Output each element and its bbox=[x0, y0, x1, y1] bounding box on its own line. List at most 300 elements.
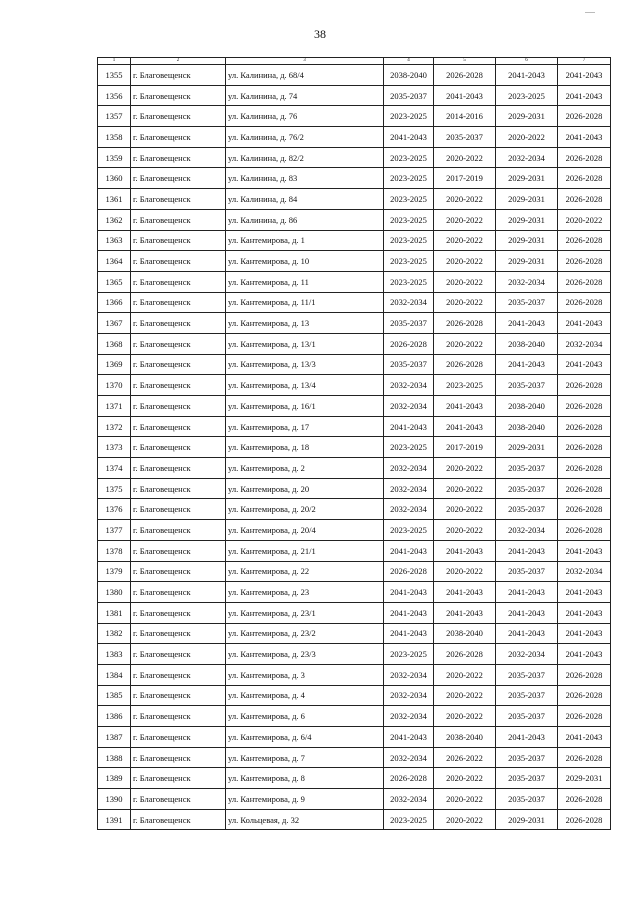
period-cell: 2041-2043 bbox=[558, 644, 611, 665]
table-row bbox=[98, 147, 611, 168]
row-number-cell: 1390 bbox=[98, 789, 131, 810]
table-row bbox=[98, 706, 611, 727]
row-number-cell: 1366 bbox=[98, 292, 131, 313]
table-row bbox=[98, 727, 611, 748]
period-cell: 2041-2043 bbox=[558, 127, 611, 148]
column-number-5: 5 bbox=[434, 58, 496, 65]
column-number-row bbox=[98, 58, 611, 65]
row-number-cell: 1382 bbox=[98, 623, 131, 644]
row-number-cell: 1386 bbox=[98, 706, 131, 727]
period-cell: 2041-2043 bbox=[558, 727, 611, 748]
city-cell: г. Благовещенск bbox=[131, 189, 226, 210]
table-row bbox=[98, 416, 611, 437]
period-cell: 2032-2034 bbox=[496, 271, 558, 292]
city-cell: г. Благовещенск bbox=[131, 333, 226, 354]
address-cell: ул. Кантемирова, д. 4 bbox=[226, 685, 384, 706]
city-cell: г. Благовещенск bbox=[131, 623, 226, 644]
table-row bbox=[98, 251, 611, 272]
period-cell: 2035-2037 bbox=[384, 85, 434, 106]
period-cell: 2026-2028 bbox=[558, 396, 611, 417]
period-cell: 2023-2025 bbox=[384, 230, 434, 251]
period-cell: 2035-2037 bbox=[434, 127, 496, 148]
period-cell: 2029-2031 bbox=[496, 251, 558, 272]
city-cell: г. Благовещенск bbox=[131, 292, 226, 313]
city-cell: г. Благовещенск bbox=[131, 106, 226, 127]
period-cell: 2026-2028 bbox=[384, 768, 434, 789]
row-number-cell: 1383 bbox=[98, 644, 131, 665]
address-cell: ул. Кантемирова, д. 10 bbox=[226, 251, 384, 272]
period-cell: 2023-2025 bbox=[434, 375, 496, 396]
period-cell: 2032-2034 bbox=[496, 147, 558, 168]
city-cell: г. Благовещенск bbox=[131, 313, 226, 334]
period-cell: 2017-2019 bbox=[434, 437, 496, 458]
period-cell: 2020-2022 bbox=[434, 685, 496, 706]
city-cell: г. Благовещенск bbox=[131, 396, 226, 417]
period-cell: 2026-2028 bbox=[558, 458, 611, 479]
period-cell: 2026-2028 bbox=[434, 313, 496, 334]
period-cell: 2035-2037 bbox=[496, 664, 558, 685]
column-number-7: 7 bbox=[558, 58, 611, 65]
period-cell: 2026-2028 bbox=[558, 292, 611, 313]
period-cell: 2032-2034 bbox=[384, 789, 434, 810]
period-cell: 2029-2031 bbox=[496, 106, 558, 127]
address-cell: ул. Кантемирова, д. 3 bbox=[226, 664, 384, 685]
address-cell: ул. Калинина, д. 83 bbox=[226, 168, 384, 189]
address-cell: ул. Кантемирова, д. 22 bbox=[226, 561, 384, 582]
period-cell: 2020-2022 bbox=[434, 478, 496, 499]
period-cell: 2035-2037 bbox=[384, 313, 434, 334]
period-cell: 2026-2028 bbox=[558, 271, 611, 292]
period-cell: 2029-2031 bbox=[496, 189, 558, 210]
address-cell: ул. Кантемирова, д. 9 bbox=[226, 789, 384, 810]
period-cell: 2035-2037 bbox=[496, 458, 558, 479]
period-cell: 2020-2022 bbox=[434, 789, 496, 810]
period-cell: 2041-2043 bbox=[496, 65, 558, 86]
address-cell: ул. Калинина, д. 86 bbox=[226, 209, 384, 230]
period-cell: 2041-2043 bbox=[384, 602, 434, 623]
address-cell: ул. Кантемирова, д. 13/3 bbox=[226, 354, 384, 375]
address-cell: ул. Кантемирова, д. 8 bbox=[226, 768, 384, 789]
city-cell: г. Благовещенск bbox=[131, 540, 226, 561]
row-number-cell: 1371 bbox=[98, 396, 131, 417]
city-cell: г. Благовещенск bbox=[131, 582, 226, 603]
row-number-cell: 1372 bbox=[98, 416, 131, 437]
table-row bbox=[98, 106, 611, 127]
period-cell: 2041-2043 bbox=[434, 582, 496, 603]
period-cell: 2026-2028 bbox=[558, 789, 611, 810]
period-cell: 2026-2028 bbox=[384, 561, 434, 582]
period-cell: 2041-2043 bbox=[496, 313, 558, 334]
page-number: 38 bbox=[314, 27, 326, 41]
address-cell: ул. Кантемирова, д. 23/3 bbox=[226, 644, 384, 665]
period-cell: 2023-2025 bbox=[384, 809, 434, 830]
address-cell: ул. Кантемирова, д. 11 bbox=[226, 271, 384, 292]
table-row bbox=[98, 313, 611, 334]
period-cell: 2035-2037 bbox=[384, 354, 434, 375]
period-cell: 2026-2028 bbox=[558, 747, 611, 768]
period-cell: 2041-2043 bbox=[496, 354, 558, 375]
row-number-cell: 1378 bbox=[98, 540, 131, 561]
period-cell: 2038-2040 bbox=[496, 396, 558, 417]
column-number-3: 3 bbox=[226, 58, 384, 65]
city-cell: г. Благовещенск bbox=[131, 499, 226, 520]
address-cell: ул. Кантемирова, д. 13 bbox=[226, 313, 384, 334]
row-number-cell: 1391 bbox=[98, 809, 131, 830]
city-cell: г. Благовещенск bbox=[131, 416, 226, 437]
period-cell: 2029-2031 bbox=[496, 437, 558, 458]
period-cell: 2041-2043 bbox=[496, 623, 558, 644]
city-cell: г. Благовещенск bbox=[131, 458, 226, 479]
row-number-cell: 1358 bbox=[98, 127, 131, 148]
row-number-cell: 1357 bbox=[98, 106, 131, 127]
address-cell: ул. Кантемирова, д. 20 bbox=[226, 478, 384, 499]
city-cell: г. Благовещенск bbox=[131, 65, 226, 86]
period-cell: 2041-2043 bbox=[384, 727, 434, 748]
period-cell: 2035-2037 bbox=[496, 789, 558, 810]
city-cell: г. Благовещенск bbox=[131, 437, 226, 458]
period-cell: 2035-2037 bbox=[496, 478, 558, 499]
period-cell: 2026-2028 bbox=[558, 809, 611, 830]
period-cell: 2038-2040 bbox=[434, 623, 496, 644]
row-number-cell: 1374 bbox=[98, 458, 131, 479]
period-cell: 2023-2025 bbox=[384, 168, 434, 189]
period-cell: 2020-2022 bbox=[434, 520, 496, 541]
address-cell: ул. Кольцевая, д. 32 bbox=[226, 809, 384, 830]
city-cell: г. Благовещенск bbox=[131, 685, 226, 706]
row-number-cell: 1375 bbox=[98, 478, 131, 499]
period-cell: 2032-2034 bbox=[384, 375, 434, 396]
address-cell: ул. Калинина, д. 76 bbox=[226, 106, 384, 127]
period-cell: 2032-2034 bbox=[384, 685, 434, 706]
city-cell: г. Благовещенск bbox=[131, 85, 226, 106]
city-cell: г. Благовещенск bbox=[131, 520, 226, 541]
period-cell: 2035-2037 bbox=[496, 499, 558, 520]
period-cell: 2041-2043 bbox=[558, 582, 611, 603]
address-cell: ул. Кантемирова, д. 21/1 bbox=[226, 540, 384, 561]
address-cell: ул. Кантемирова, д. 23 bbox=[226, 582, 384, 603]
table-header bbox=[98, 58, 611, 65]
period-cell: 2032-2034 bbox=[384, 458, 434, 479]
table-row bbox=[98, 809, 611, 830]
period-cell: 2038-2040 bbox=[496, 416, 558, 437]
period-cell: 2014-2016 bbox=[434, 106, 496, 127]
row-number-cell: 1359 bbox=[98, 147, 131, 168]
row-number-cell: 1377 bbox=[98, 520, 131, 541]
table-row bbox=[98, 437, 611, 458]
period-cell: 2023-2025 bbox=[384, 520, 434, 541]
table-row bbox=[98, 396, 611, 417]
period-cell: 2023-2025 bbox=[384, 271, 434, 292]
table-row bbox=[98, 520, 611, 541]
period-cell: 2023-2025 bbox=[384, 251, 434, 272]
row-number-cell: 1367 bbox=[98, 313, 131, 334]
city-cell: г. Благовещенск bbox=[131, 478, 226, 499]
table-row bbox=[98, 168, 611, 189]
table-row bbox=[98, 271, 611, 292]
city-cell: г. Благовещенск bbox=[131, 789, 226, 810]
address-cell: ул. Калинина, д. 84 bbox=[226, 189, 384, 210]
address-cell: ул. Кантемирова, д. 23/2 bbox=[226, 623, 384, 644]
period-cell: 2041-2043 bbox=[434, 396, 496, 417]
address-cell: ул. Кантемирова, д. 20/4 bbox=[226, 520, 384, 541]
period-cell: 2020-2022 bbox=[434, 333, 496, 354]
period-cell: 2041-2043 bbox=[558, 540, 611, 561]
column-number-2: 2 bbox=[131, 58, 226, 65]
address-cell: ул. Кантемирова, д. 7 bbox=[226, 747, 384, 768]
period-cell: 2035-2037 bbox=[496, 375, 558, 396]
address-cell: ул. Кантемирова, д. 23/1 bbox=[226, 602, 384, 623]
city-cell: г. Благовещенск bbox=[131, 230, 226, 251]
period-cell: 2029-2031 bbox=[558, 768, 611, 789]
period-cell: 2023-2025 bbox=[384, 644, 434, 665]
table-row bbox=[98, 189, 611, 210]
city-cell: г. Благовещенск bbox=[131, 375, 226, 396]
city-cell: г. Благовещенск bbox=[131, 251, 226, 272]
city-cell: г. Благовещенск bbox=[131, 602, 226, 623]
address-cell: ул. Кантемирова, д. 16/1 bbox=[226, 396, 384, 417]
row-number-cell: 1384 bbox=[98, 664, 131, 685]
period-cell: 2026-2028 bbox=[558, 437, 611, 458]
table-row bbox=[98, 623, 611, 644]
table-row bbox=[98, 664, 611, 685]
period-cell: 2020-2022 bbox=[434, 768, 496, 789]
address-cell: ул. Калинина, д. 68/4 bbox=[226, 65, 384, 86]
period-cell: 2041-2043 bbox=[558, 65, 611, 86]
period-cell: 2029-2031 bbox=[496, 809, 558, 830]
period-cell: 2020-2022 bbox=[434, 664, 496, 685]
table-body bbox=[98, 65, 611, 830]
table-row bbox=[98, 458, 611, 479]
period-cell: 2020-2022 bbox=[434, 706, 496, 727]
row-number-cell: 1368 bbox=[98, 333, 131, 354]
period-cell: 2023-2025 bbox=[384, 147, 434, 168]
period-cell: 2026-2028 bbox=[434, 354, 496, 375]
period-cell: 2041-2043 bbox=[558, 313, 611, 334]
period-cell: 2032-2034 bbox=[496, 520, 558, 541]
row-number-cell: 1373 bbox=[98, 437, 131, 458]
period-cell: 2026-2028 bbox=[558, 189, 611, 210]
period-cell: 2026-2028 bbox=[434, 65, 496, 86]
row-number-cell: 1363 bbox=[98, 230, 131, 251]
city-cell: г. Благовещенск bbox=[131, 354, 226, 375]
address-cell: ул. Калинина, д. 76/2 bbox=[226, 127, 384, 148]
period-cell: 2041-2043 bbox=[434, 540, 496, 561]
period-cell: 2032-2034 bbox=[384, 478, 434, 499]
period-cell: 2026-2028 bbox=[558, 499, 611, 520]
period-cell: 2026-2022 bbox=[434, 747, 496, 768]
period-cell: 2026-2028 bbox=[558, 147, 611, 168]
period-cell: 2035-2037 bbox=[496, 561, 558, 582]
address-cell: ул. Кантемирова, д. 6/4 bbox=[226, 727, 384, 748]
table-row bbox=[98, 768, 611, 789]
city-cell: г. Благовещенск bbox=[131, 147, 226, 168]
table-row bbox=[98, 127, 611, 148]
period-cell: 2032-2034 bbox=[558, 561, 611, 582]
period-cell: 2029-2031 bbox=[496, 209, 558, 230]
period-cell: 2032-2034 bbox=[384, 747, 434, 768]
period-cell: 2017-2019 bbox=[434, 168, 496, 189]
city-cell: г. Благовещенск bbox=[131, 168, 226, 189]
period-cell: 2026-2028 bbox=[558, 478, 611, 499]
period-cell: 2032-2034 bbox=[558, 333, 611, 354]
table-row bbox=[98, 789, 611, 810]
period-cell: 2035-2037 bbox=[496, 747, 558, 768]
period-cell: 2020-2022 bbox=[434, 458, 496, 479]
period-cell: 2041-2043 bbox=[434, 602, 496, 623]
period-cell: 2035-2037 bbox=[496, 768, 558, 789]
city-cell: г. Благовещенск bbox=[131, 271, 226, 292]
period-cell: 2020-2022 bbox=[434, 189, 496, 210]
table-row bbox=[98, 375, 611, 396]
row-number-cell: 1355 bbox=[98, 65, 131, 86]
period-cell: 2020-2022 bbox=[434, 209, 496, 230]
city-cell: г. Благовещенск bbox=[131, 561, 226, 582]
period-cell: 2029-2031 bbox=[496, 230, 558, 251]
period-cell: 2032-2034 bbox=[384, 499, 434, 520]
address-cell: ул. Кантемирова, д. 20/2 bbox=[226, 499, 384, 520]
row-number-cell: 1385 bbox=[98, 685, 131, 706]
period-cell: 2020-2022 bbox=[434, 292, 496, 313]
period-cell: 2032-2034 bbox=[384, 292, 434, 313]
period-cell: 2026-2028 bbox=[558, 706, 611, 727]
row-number-cell: 1362 bbox=[98, 209, 131, 230]
period-cell: 2023-2025 bbox=[496, 85, 558, 106]
table-row bbox=[98, 499, 611, 520]
period-cell: 2041-2043 bbox=[558, 623, 611, 644]
period-cell: 2026-2028 bbox=[558, 375, 611, 396]
city-cell: г. Благовещенск bbox=[131, 706, 226, 727]
table-row bbox=[98, 354, 611, 375]
city-cell: г. Благовещенск bbox=[131, 664, 226, 685]
table-row bbox=[98, 602, 611, 623]
period-cell: 2020-2022 bbox=[434, 809, 496, 830]
table-row bbox=[98, 333, 611, 354]
table-row bbox=[98, 540, 611, 561]
row-number-cell: 1360 bbox=[98, 168, 131, 189]
period-cell: 2023-2025 bbox=[384, 437, 434, 458]
period-cell: 2041-2043 bbox=[434, 416, 496, 437]
address-cell: ул. Кантемирова, д. 1 bbox=[226, 230, 384, 251]
table-row bbox=[98, 478, 611, 499]
period-cell: 2029-2031 bbox=[496, 168, 558, 189]
row-number-cell: 1388 bbox=[98, 747, 131, 768]
period-cell: 2038-2040 bbox=[384, 65, 434, 86]
period-cell: 2026-2028 bbox=[384, 333, 434, 354]
city-cell: г. Благовещенск bbox=[131, 644, 226, 665]
period-cell: 2026-2028 bbox=[558, 520, 611, 541]
address-cell: ул. Кантемирова, д. 13/4 bbox=[226, 375, 384, 396]
row-number-cell: 1381 bbox=[98, 602, 131, 623]
table-row bbox=[98, 644, 611, 665]
period-cell: 2020-2022 bbox=[496, 127, 558, 148]
row-number-cell: 1387 bbox=[98, 727, 131, 748]
period-cell: 2023-2025 bbox=[384, 106, 434, 127]
row-number-cell: 1364 bbox=[98, 251, 131, 272]
row-number-cell: 1389 bbox=[98, 768, 131, 789]
period-cell: 2041-2043 bbox=[558, 354, 611, 375]
period-cell: 2020-2022 bbox=[434, 561, 496, 582]
period-cell: 2041-2043 bbox=[384, 623, 434, 644]
period-cell: 2041-2043 bbox=[496, 602, 558, 623]
period-cell: 2026-2028 bbox=[558, 685, 611, 706]
row-number-cell: 1365 bbox=[98, 271, 131, 292]
table-row bbox=[98, 747, 611, 768]
row-number-cell: 1380 bbox=[98, 582, 131, 603]
period-cell: 2020-2022 bbox=[434, 271, 496, 292]
period-cell: 2041-2043 bbox=[384, 127, 434, 148]
column-number-6: 6 bbox=[496, 58, 558, 65]
period-cell: 2035-2037 bbox=[496, 706, 558, 727]
period-cell: 2026-2028 bbox=[558, 230, 611, 251]
period-cell: 2026-2028 bbox=[558, 168, 611, 189]
period-cell: 2026-2028 bbox=[558, 106, 611, 127]
city-cell: г. Благовещенск bbox=[131, 809, 226, 830]
row-number-cell: 1369 bbox=[98, 354, 131, 375]
address-cell: ул. Кантемирова, д. 11/1 bbox=[226, 292, 384, 313]
column-number-1: 1 bbox=[98, 58, 131, 65]
period-cell: 2041-2043 bbox=[496, 540, 558, 561]
scan-mark bbox=[585, 12, 595, 13]
address-cell: ул. Калинина, д. 74 bbox=[226, 85, 384, 106]
address-cell: ул. Кантемирова, д. 13/1 bbox=[226, 333, 384, 354]
period-cell: 2020-2022 bbox=[558, 209, 611, 230]
period-cell: 2035-2037 bbox=[496, 292, 558, 313]
period-cell: 2041-2043 bbox=[496, 582, 558, 603]
city-cell: г. Благовещенск bbox=[131, 747, 226, 768]
period-cell: 2041-2043 bbox=[558, 602, 611, 623]
table-row bbox=[98, 685, 611, 706]
period-cell: 2023-2025 bbox=[384, 189, 434, 210]
period-cell: 2041-2043 bbox=[434, 85, 496, 106]
table-row bbox=[98, 85, 611, 106]
address-cell: ул. Калинина, д. 82/2 bbox=[226, 147, 384, 168]
table-row bbox=[98, 561, 611, 582]
period-cell: 2041-2043 bbox=[384, 582, 434, 603]
column-number-4: 4 bbox=[384, 58, 434, 65]
row-number-cell: 1379 bbox=[98, 561, 131, 582]
period-cell: 2020-2022 bbox=[434, 230, 496, 251]
city-cell: г. Благовещенск bbox=[131, 209, 226, 230]
period-cell: 2032-2034 bbox=[384, 396, 434, 417]
period-cell: 2032-2034 bbox=[384, 706, 434, 727]
row-number-cell: 1376 bbox=[98, 499, 131, 520]
period-cell: 2020-2022 bbox=[434, 147, 496, 168]
city-cell: г. Благовещенск bbox=[131, 127, 226, 148]
row-number-cell: 1356 bbox=[98, 85, 131, 106]
period-cell: 2038-2040 bbox=[496, 333, 558, 354]
row-number-cell: 1370 bbox=[98, 375, 131, 396]
period-cell: 2020-2022 bbox=[434, 499, 496, 520]
address-cell: ул. Кантемирова, д. 6 bbox=[226, 706, 384, 727]
period-cell: 2020-2022 bbox=[434, 251, 496, 272]
table-row bbox=[98, 209, 611, 230]
address-cell: ул. Кантемирова, д. 17 bbox=[226, 416, 384, 437]
period-cell: 2026-2028 bbox=[434, 644, 496, 665]
period-cell: 2041-2043 bbox=[496, 727, 558, 748]
period-cell: 2032-2034 bbox=[384, 664, 434, 685]
registry-table bbox=[97, 57, 611, 830]
table-row bbox=[98, 292, 611, 313]
period-cell: 2041-2043 bbox=[384, 540, 434, 561]
period-cell: 2026-2028 bbox=[558, 416, 611, 437]
period-cell: 2026-2028 bbox=[558, 251, 611, 272]
table-row bbox=[98, 230, 611, 251]
period-cell: 2026-2028 bbox=[558, 664, 611, 685]
period-cell: 2035-2037 bbox=[496, 685, 558, 706]
address-cell: ул. Кантемирова, д. 18 bbox=[226, 437, 384, 458]
period-cell: 2023-2025 bbox=[384, 209, 434, 230]
period-cell: 2032-2034 bbox=[496, 644, 558, 665]
